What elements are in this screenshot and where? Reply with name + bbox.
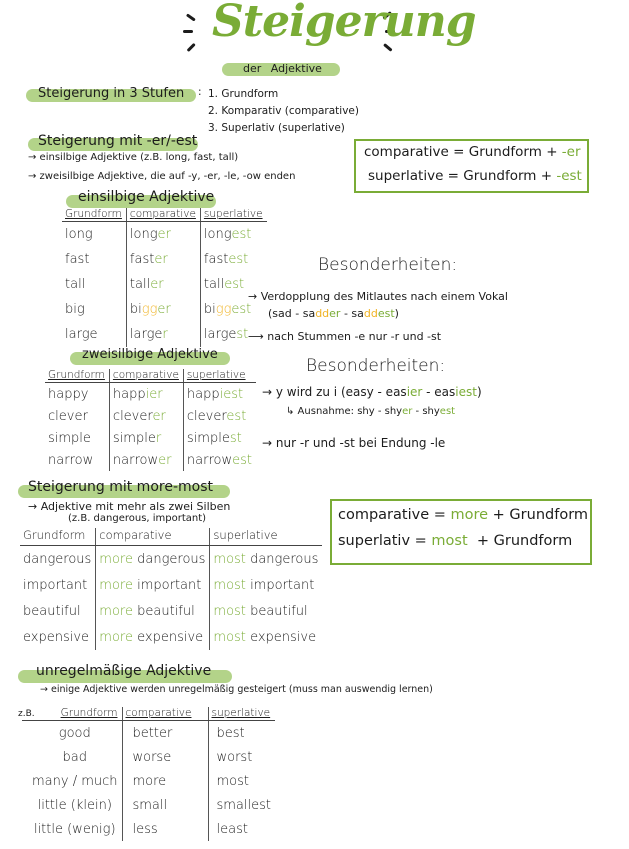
- ending: est: [228, 252, 249, 267]
- base-form-cell: [62, 322, 126, 347]
- comparative-form: better: [132, 725, 173, 741]
- word-stem: bi: [129, 302, 142, 317]
- ending: est: [439, 406, 456, 417]
- base-form: big: [65, 302, 85, 317]
- base-form: fast: [65, 252, 90, 267]
- note-text: - shy: [412, 406, 440, 417]
- comparative-cell: [122, 817, 208, 841]
- note-text: nach Stummen -e nur -r und -st: [267, 330, 442, 343]
- table-row: [22, 745, 275, 769]
- superlative-form: best: [216, 725, 245, 741]
- base-form: long: [65, 227, 93, 242]
- base-form: tall: [65, 277, 86, 292]
- rule-line-comparative: [338, 507, 588, 523]
- table-row: [62, 222, 267, 248]
- ending: st: [229, 430, 242, 446]
- note-text: Verdopplung des Mitlautes nach einem Vokal: [260, 290, 508, 303]
- base-form: dangerous: [250, 551, 319, 567]
- superlative-cell: [208, 721, 275, 746]
- le-rule-note: → nur -r und -st bei Endung -le: [262, 436, 446, 450]
- word-stem: large: [203, 327, 237, 342]
- base-form: large: [65, 327, 98, 342]
- base-form-cell: [20, 546, 96, 573]
- base-form-cell: [45, 405, 109, 427]
- base-form-cell: [45, 383, 109, 406]
- note-text: - sa: [340, 307, 364, 320]
- stages-colon: :: [198, 86, 202, 98]
- base-form: expensive: [23, 629, 90, 645]
- base-form: little (klein): [37, 797, 112, 813]
- superlative-cell: [208, 817, 275, 841]
- column-header: superlative: [183, 369, 256, 383]
- base-form-cell: [20, 598, 96, 624]
- silent-e-note: ⟶ nach Stummen -e nur -r und -st: [248, 330, 442, 343]
- table-row: [22, 769, 275, 793]
- er-est-rule-box: [354, 139, 589, 193]
- special-cases-heading: Besonderheiten:: [306, 356, 446, 376]
- ending: er: [158, 452, 172, 468]
- word-stem: fast: [203, 252, 229, 267]
- base-form: dangerous: [23, 551, 92, 567]
- superlative-form: worst: [216, 749, 253, 765]
- one-syllable-table: [62, 208, 267, 347]
- rule-line-superlative: [368, 168, 582, 184]
- ending: er: [402, 406, 413, 417]
- comparative-form: more: [132, 773, 167, 789]
- comparative-cell: [126, 322, 200, 347]
- word-stem: tall: [129, 277, 151, 292]
- table-row: [45, 427, 256, 449]
- word-stem: narrow: [112, 452, 159, 468]
- base-form-cell: [22, 769, 122, 793]
- comparative-form: worse: [132, 749, 172, 765]
- word-stem: simple: [186, 430, 230, 446]
- word-stem: tall: [203, 277, 225, 292]
- column-header: superlative: [208, 707, 275, 721]
- ending: ier: [406, 385, 423, 399]
- double-letter: dd: [363, 307, 378, 320]
- base-form: clever: [48, 408, 88, 424]
- double-letter: dd: [315, 307, 330, 320]
- superlative-cell: [208, 745, 275, 769]
- comparative-form: less: [132, 821, 158, 837]
- superlative-form: smallest: [216, 797, 271, 813]
- ending: est: [224, 277, 245, 292]
- table-row: [62, 247, 267, 272]
- superlative-form: least: [216, 821, 248, 837]
- ending: er: [157, 227, 171, 242]
- table-row: [22, 817, 275, 841]
- base-form-cell: [62, 247, 126, 272]
- most-keyword: most: [213, 629, 246, 645]
- ending: iest: [455, 385, 477, 399]
- table-row: [20, 572, 322, 598]
- base-form-cell: [62, 222, 126, 248]
- comparative-form: small: [132, 797, 168, 813]
- table-row: [45, 449, 256, 471]
- base-form-cell: [62, 297, 126, 322]
- superlative-cell: [210, 572, 322, 598]
- y-rule-note: [262, 385, 482, 399]
- base-form: little (wenig): [33, 821, 116, 837]
- base-form: simple: [48, 430, 91, 446]
- doubling-note: → Verdopplung des Mitlautes nach einem Vokal: [248, 290, 508, 303]
- table-row: [62, 322, 267, 347]
- column-header: Grundform: [62, 208, 126, 222]
- rule-text: + Grundform: [488, 507, 589, 523]
- ending: iest: [219, 386, 244, 402]
- ending: est: [226, 408, 247, 424]
- ending: er: [152, 408, 166, 424]
- table-row: [22, 721, 275, 746]
- table-row: [20, 598, 322, 624]
- stage-item: 2. Komparativ (comparative): [208, 105, 359, 117]
- example-prefix: z.B.: [18, 709, 35, 719]
- ending: r: [162, 327, 168, 342]
- note-text: ): [394, 307, 399, 320]
- ending: ier: [145, 386, 163, 402]
- rule-text: superlativ =: [338, 533, 432, 549]
- word-stem: long: [129, 227, 158, 242]
- sparkle-ray-icon: [183, 30, 193, 33]
- ending: er: [329, 307, 341, 320]
- table-row: [62, 272, 267, 297]
- more-most-rule-box: [330, 499, 592, 565]
- base-form: important: [137, 577, 202, 593]
- comparative-cell: [122, 793, 208, 817]
- word-stem: narrow: [186, 452, 233, 468]
- base-form: many / much: [32, 773, 118, 789]
- base-form-cell: [22, 745, 122, 769]
- note-text: (sad - sa: [268, 307, 316, 320]
- comparative-cell: [122, 721, 208, 746]
- comparative-cell: [96, 624, 210, 650]
- special-cases-heading: Besonderheiten:: [318, 255, 458, 275]
- base-form-cell: [62, 272, 126, 297]
- more-keyword: more: [99, 577, 133, 593]
- double-letter: gg: [215, 302, 232, 317]
- word-stem: fast: [129, 252, 155, 267]
- subsection-heading: einsilbige Adjektive: [78, 189, 215, 205]
- ending: er: [150, 277, 164, 292]
- base-form-cell: [22, 793, 122, 817]
- sparkle-ray-icon: [187, 43, 196, 52]
- superlative-cell: [183, 383, 256, 406]
- base-form: beautiful: [23, 603, 81, 619]
- rule-line-comparative: [364, 144, 581, 160]
- more-keyword: more: [99, 629, 133, 645]
- column-header: superlative: [210, 528, 322, 546]
- irregular-table: [22, 707, 275, 841]
- column-header: comparative: [126, 208, 200, 222]
- base-form-cell: [45, 427, 109, 449]
- base-form-cell: [20, 572, 96, 598]
- base-form: expensive: [137, 629, 204, 645]
- most-keyword: most: [213, 577, 246, 593]
- doubling-example: [268, 307, 399, 320]
- column-header: Grundform: [20, 528, 96, 546]
- ending: est: [231, 302, 252, 317]
- ending: er: [154, 252, 168, 267]
- table-row: [22, 793, 275, 817]
- stage-item: 1. Grundform: [208, 88, 279, 100]
- superlative-cell: [210, 598, 322, 624]
- rule-line-superlative: [338, 533, 572, 549]
- note-text: ): [476, 385, 482, 399]
- comparative-cell: [109, 427, 183, 449]
- word-stem: clever: [186, 408, 227, 424]
- section-heading: Steigerung mit more-most: [28, 479, 213, 495]
- superlative-cell: [208, 769, 275, 793]
- rule-suffix: -er: [561, 144, 581, 160]
- table-row: [45, 383, 256, 406]
- superlative-cell: [200, 247, 266, 272]
- word-stem: simple: [112, 430, 156, 446]
- base-form-cell: [45, 449, 109, 471]
- note-text: - eas: [422, 385, 456, 399]
- note-text: ↳ Ausnahme: shy - shy: [286, 406, 403, 417]
- base-form: good: [58, 725, 91, 741]
- word-stem: happ: [112, 386, 146, 402]
- comparative-cell: [122, 745, 208, 769]
- base-form: bad: [62, 749, 87, 765]
- section-heading: Steigerung mit -er/-est: [38, 133, 198, 149]
- column-header: comparative: [122, 707, 208, 721]
- stages-label: Steigerung in 3 Stufen: [38, 86, 185, 101]
- comparative-cell: [96, 598, 210, 624]
- ending: r: [155, 430, 162, 446]
- base-form: important: [250, 577, 315, 593]
- column-header: comparative: [96, 528, 210, 546]
- more-most-table: [20, 528, 322, 650]
- superlative-form: most: [216, 773, 249, 789]
- superlative-cell: [210, 546, 322, 573]
- word-stem: long: [203, 227, 232, 242]
- rule-bullet: → Adjektive mit mehr als zwei Silben: [28, 500, 231, 513]
- superlative-cell: [183, 405, 256, 427]
- ending: est: [232, 452, 252, 468]
- comparative-cell: [96, 572, 210, 598]
- word-stem: clever: [112, 408, 153, 424]
- table-row: [20, 546, 322, 573]
- comparative-cell: [109, 449, 183, 471]
- superlative-cell: [210, 624, 322, 650]
- rule-text: comparative = Grundform +: [364, 144, 562, 160]
- superlative-cell: [208, 793, 275, 817]
- most-keyword: most: [213, 551, 246, 567]
- column-header: comparative: [109, 369, 183, 383]
- more-keyword: more: [99, 551, 133, 567]
- base-form-cell: [22, 721, 122, 746]
- sparkle-ray-icon: [186, 13, 196, 21]
- column-header: Grundform: [45, 369, 109, 383]
- base-form: narrow: [48, 452, 94, 468]
- table-row: [45, 405, 256, 427]
- comparative-cell: [109, 405, 183, 427]
- superlative-cell: [183, 427, 256, 449]
- base-form-cell: [22, 817, 122, 841]
- word-stem: large: [129, 327, 163, 342]
- base-form: beautiful: [137, 603, 195, 619]
- more-keyword: more: [99, 603, 133, 619]
- base-form-cell: [20, 624, 96, 650]
- comparative-cell: [96, 546, 210, 573]
- rule-keyword: more: [450, 507, 489, 523]
- base-form: important: [23, 577, 88, 593]
- column-header: superlative: [200, 208, 266, 222]
- comparative-cell: [122, 769, 208, 793]
- superlative-cell: [200, 222, 266, 248]
- rule-text: superlative = Grundform +: [368, 168, 557, 184]
- double-letter: gg: [141, 302, 158, 317]
- stage-item: 3. Superlativ (superlative): [208, 122, 345, 134]
- rule-suffix: -est: [556, 168, 582, 184]
- page-subtitle: der Adjektive: [243, 62, 322, 75]
- comparative-cell: [126, 272, 200, 297]
- rule-bullet: → zweisilbige Adjektive, die auf -y, -er, -le, -ow enden: [28, 171, 296, 182]
- ending: est: [377, 307, 395, 320]
- rule-keyword: most: [431, 533, 468, 549]
- note-text: → y wird zu i (easy - eas: [262, 385, 407, 399]
- ending: est: [231, 227, 252, 242]
- rule-example: (z.B. dangerous, important): [68, 513, 207, 524]
- base-form: dangerous: [137, 551, 206, 567]
- table-row: [20, 624, 322, 650]
- superlative-cell: [183, 449, 256, 471]
- word-stem: bi: [203, 302, 216, 317]
- two-syllable-table: [45, 369, 256, 471]
- rule-text: + Grundform: [467, 533, 573, 549]
- ending: er: [157, 302, 171, 317]
- base-form: beautiful: [250, 603, 308, 619]
- ending: st: [236, 327, 249, 342]
- base-form: expensive: [250, 629, 317, 645]
- comparative-cell: [126, 297, 200, 322]
- rule-bullet: → einige Adjektive werden unregelmäßig gesteigert (muss man auswendig lernen): [40, 684, 433, 695]
- subsection-heading: zweisilbige Adjektive: [82, 347, 218, 362]
- rule-text: comparative =: [338, 507, 451, 523]
- table-row: [62, 297, 267, 322]
- comparative-cell: [126, 222, 200, 248]
- section-heading: unregelmäßige Adjektive: [36, 663, 212, 679]
- comparative-cell: [126, 247, 200, 272]
- word-stem: happ: [186, 386, 220, 402]
- column-header: Grundform: [22, 707, 122, 721]
- base-form: happy: [48, 386, 89, 402]
- comparative-cell: [109, 383, 183, 406]
- page-title: Steigerung: [212, 0, 476, 47]
- most-keyword: most: [213, 603, 246, 619]
- exception-note: [286, 406, 455, 417]
- rule-bullet: → einsilbige Adjektive (z.B. long, fast, tall): [28, 152, 239, 163]
